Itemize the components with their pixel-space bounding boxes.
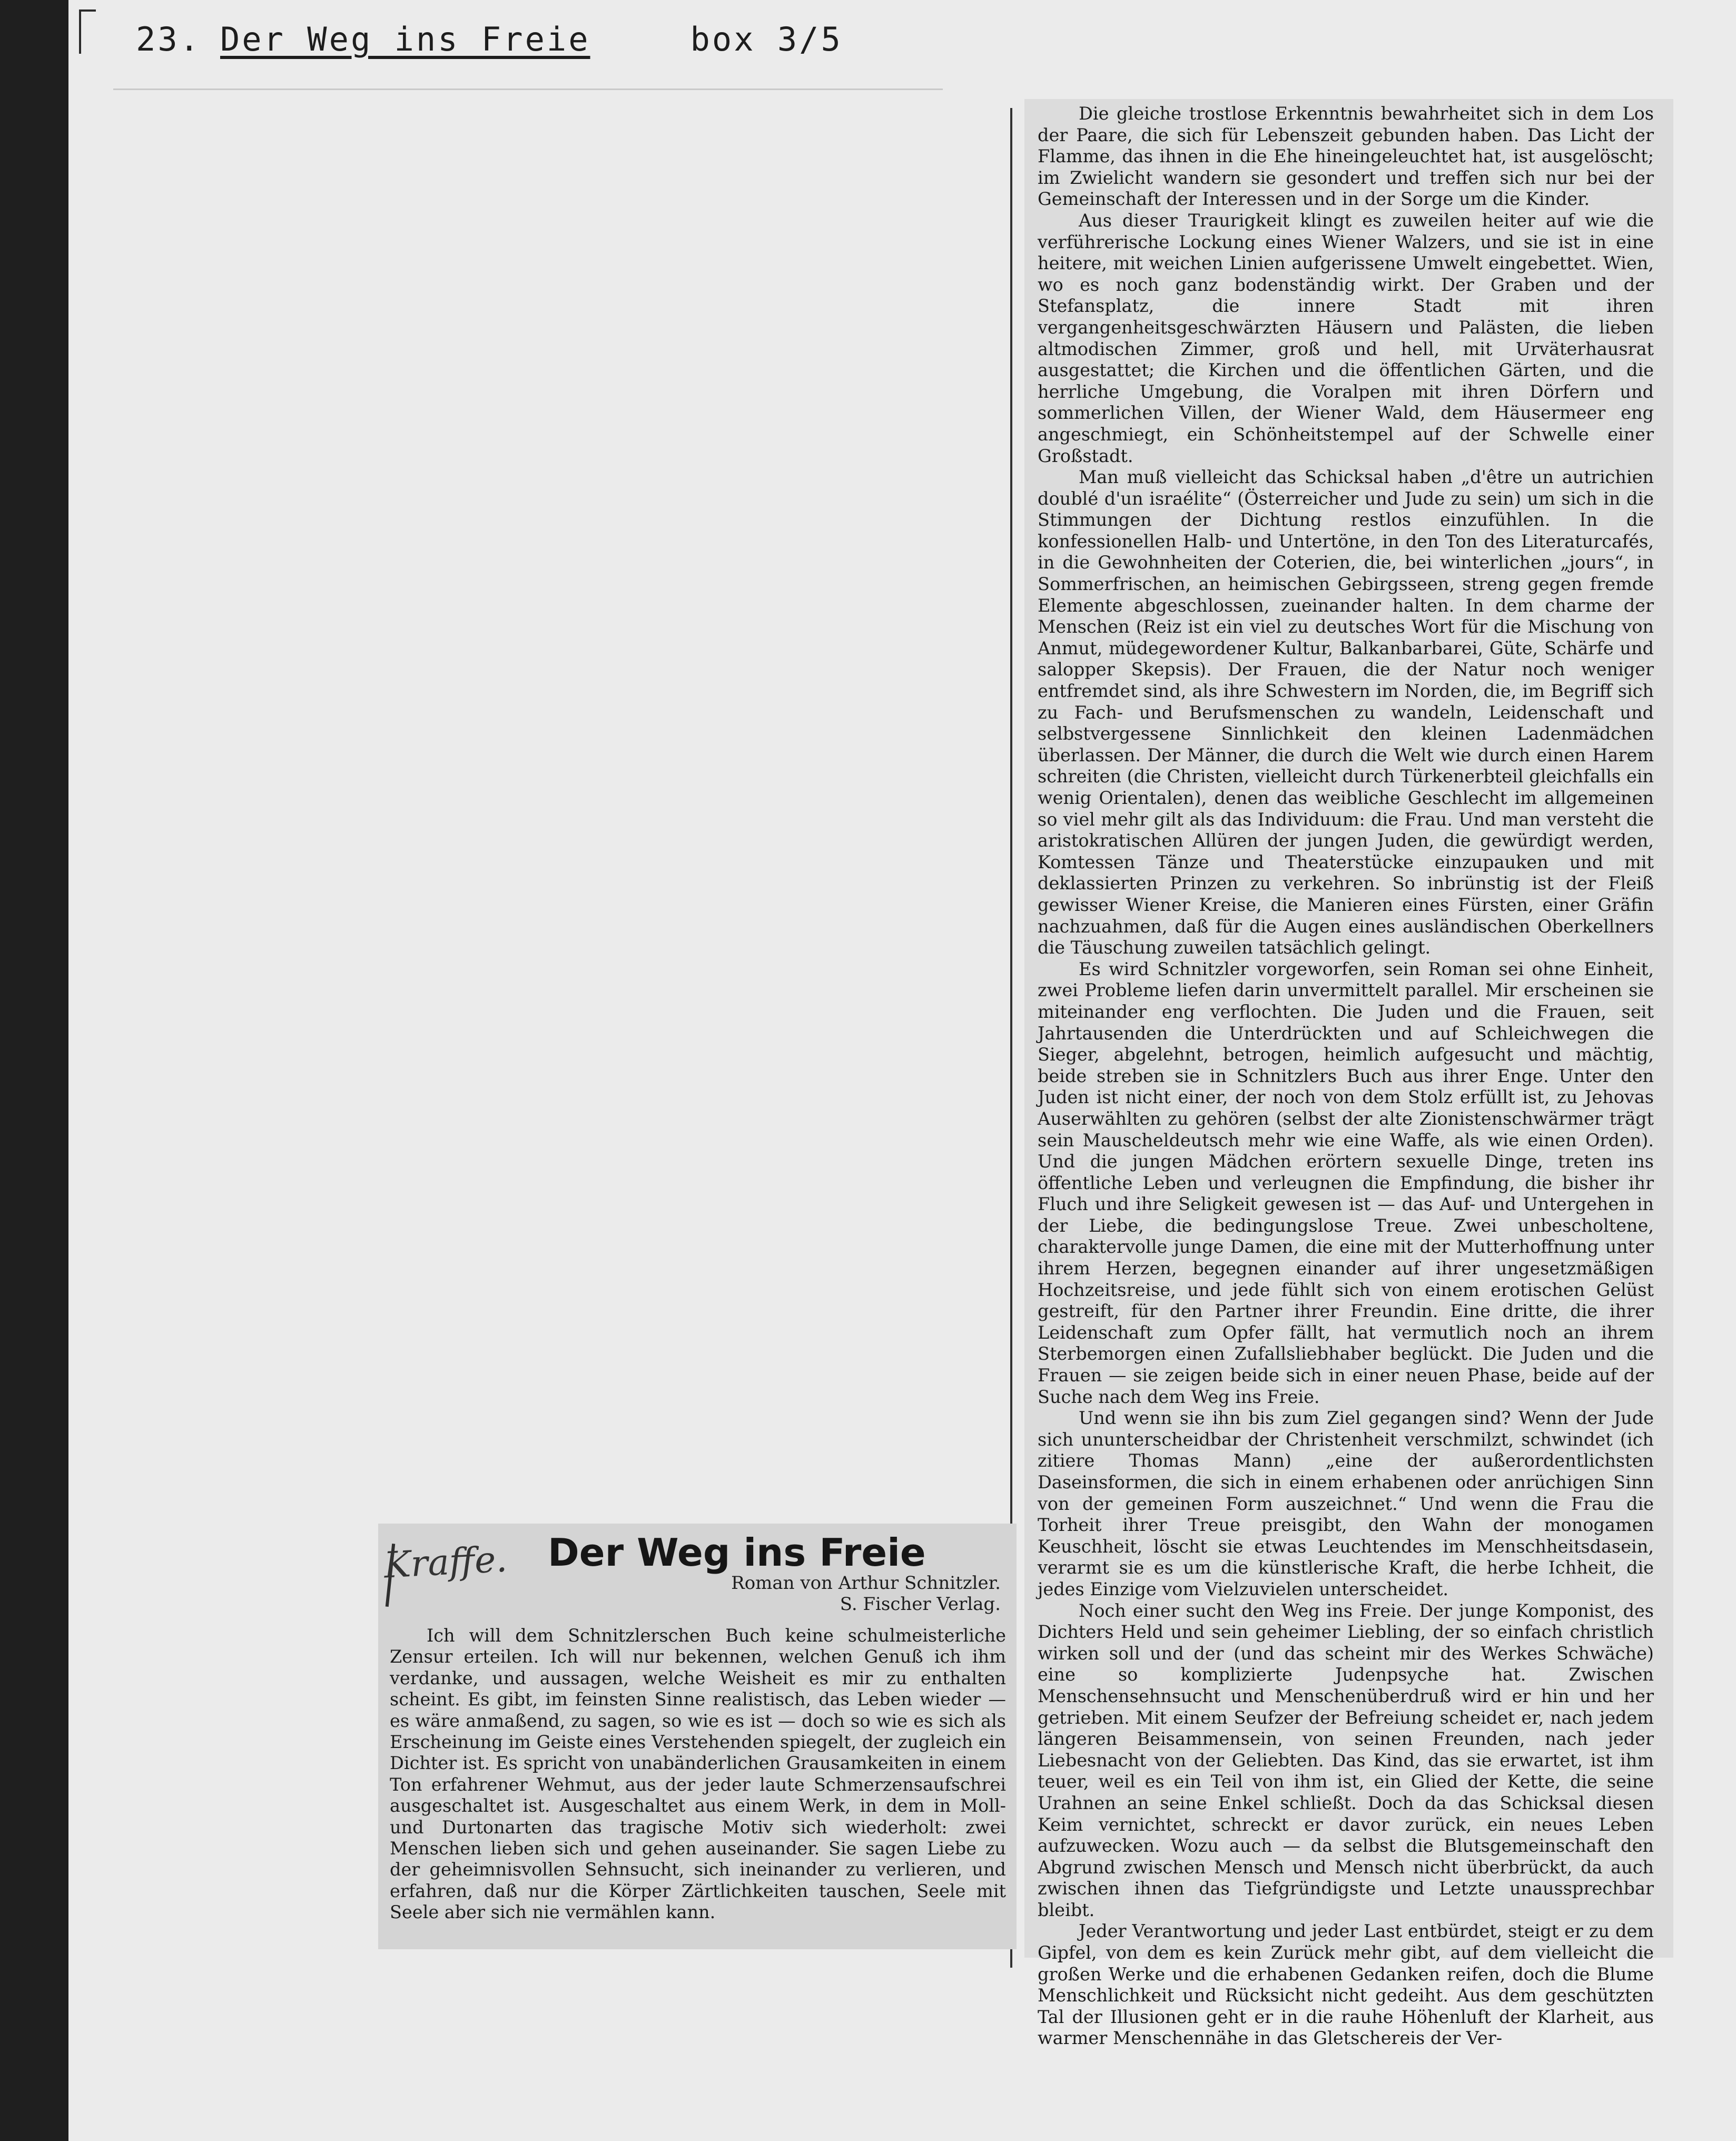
archive-header: [136, 20, 843, 58]
folder-title: Der Weg ins Freie: [220, 20, 590, 58]
paragraph: Es wird Schnitzler vorgeworfen, sein Roman sei ohne Einheit, zwei Probleme liefen darin unvermittelt parallel. Mir erscheinen sie miteinander eng verflochten. Die Juden und die Frauen, seit Jahrtausenden die Unterdrückten und auf Schleichwegen die Sieger, abgelehnt, betrogen, heimlich aufgesucht und mächtig, beide streben sie in Schnitzlers Buch aus ihrer Enge. Unter den Juden ist nicht einer, der noch von dem Stolz erfüllt ist, zu Jehovas Auserwählten zu gehören (selbst der alte Zionistenschwärmer trägt sein Mauscheldeutsch mehr wie eine Waffe, als wie einen Orden). Und die jungen Mädchen erörtern sexuelle Dinge, treten ins öffentliche Leben und verleugnen die Empfindung, die bisher ihr Fluch und ihre Seligkeit gewesen ist — das Auf- und Untergehen in der Liebe, die bedingungslose Treue. Zwei unbescholtene, charaktervolle junge Damen, die eine mit der Mutterhoffnung unter ihrem Herzen, begegnen einander auf ihrer ungesetzmäßigen Hochzeitsreise, und jede fühlt sich von einem erotischen Gelüst gestreift, für den Partner ihrer Freundin. Eine dritte, die ihrer Leidenschaft zum Opfer fällt, hat vermutlich noch an ihrem Sterbemorgen einen Zufallsliebhaber beglückt. Die Juden und die Frauen — sie zeigen beide sich in einer neuen Phase, beide auf der Suche nach dem Weg ins Freie.: [1038, 958, 1654, 1407]
paragraph: Aus dieser Traurigkeit klingt es zuweilen heiter auf wie die verführerische Lockung eines Wiener Walzers, und sie ist in eine heitere, mit weichen Linien aufgerissene Umwelt eingebettet. Wien, wo es noch ganz bodenständig wirkt. Der Graben und der Stefansplatz, die innere Stadt mit ihren vergangenheitsgeschwärzten Häusern und Palästen, die lieben altmodischen Zimmer, groß und hell, mit Urväterhausrat ausgestattet; die Kirchen und die öffentlichen Gärten, und die herrliche Umgebung, die Voralpen mit ihren Dörfern und sommerlichen Villen, der Wiener Wald, dem Häusermeer eng angeschmiegt, ein Schönheitstempel auf der Schwelle einer Großstadt.: [1038, 210, 1654, 466]
paragraph: Jeder Verantwortung und jeder Last entbürdet, steigt er zu dem Gipfel, von dem es kein Zurück mehr gibt, auf dem vielleicht die großen Werke und die erhabenen Gedanken reifen, doch die Blume Menschlichkeit und Rücksicht nicht gedeiht. Aus dem geschützten Tal der Illusionen geht er in die rauhe Höhenluft der Klarheit, aus warmer Menschennähe in das Gletschereis der Ver-: [1038, 1921, 1654, 2049]
header-rule: [113, 89, 943, 90]
box-label: box 3/5: [690, 20, 843, 58]
clipping-left-column: [390, 1625, 1006, 1923]
byline-publisher: S. Fischer Verlag.: [840, 1594, 1001, 1615]
folder-number: 23.: [136, 20, 201, 58]
paragraph: Und wenn sie ihn bis zum Ziel gegangen sind? Wenn der Jude sich ununterscheidbar der Christenheit verschmilzt, schwindet (ich zitiere Thomas Mann) „eine der außerordentlichsten Daseinsformen, die sich in einem erhabenen oder anrüchigen Sinn von der gemeinen Form auszeichnet.“ Und wenn die Frau die Torheit ihrer Treue preisgibt, den Wahn der monogamen Keuschheit, löscht sie etwas Leuchtendes im Menschheitsdasein, verarmt sie es um die künstlerische Kraft, die herbe Ichheit, die jedes Einzige vom Vielzuvielen unterscheidet.: [1038, 1408, 1654, 1599]
paragraph: Man muß vielleicht das Schicksal haben „d'être un autrichien doublé d'un israélite“ (Österreicher und Jude zu sein) um sich in die Stimmungen der Dichtung restlos einzufühlen. In die konfessionellen Halb- und Untertöne, in den Ton des Literaturcafés, in die Gewohnheiten der Coterien, die, bei winterlichen „jours“, in Sommerfrischen, an heimischen Gebirgsseen, streng gegen fremde Elemente abgeschlossen, zueinander halten. In dem charme der Menschen (Reiz ist ein viel zu deutsches Wort für die Mischung von Anmut, müdegewordener Kultur, Balkanbarbarei, Güte, Schärfe und salopper Skepsis). Der Frauen, die der Natur noch weniger entfremdet sind, als ihre Schwestern im Norden, die, im Begriff sich zu Fach- und Berufsmenschen zu wandeln, Leidenschaft und selbstvergessene Sinnlichkeit den kleinen Ladenmädchen überlassen. Der Männer, die durch die Welt wie durch einen Harem schreiten (die Christen, vielleicht durch Türkenerbteil gleichfalls ein wenig Orientalen), denen das weibliche Geschlecht im allgemeinen so viel mehr gilt als das Individuum: die Frau. Und man versteht die aristokratischen Allüren der jungen Juden, die gewürdigt werden, Komtessen Tänze und Theaterstücke einzupauken und mit deklassierten Prinzen zu verkehren. So inbrünstig ist der Fleiß gewisser Wiener Kreise, die Manieren eines Fürsten, einer Gräfin nachzuahmen, daß für die Augen eines ausländischen Oberkellners die Täuschung zuweilen tatsächlich gelingt.: [1038, 467, 1654, 958]
paragraph: Ich will dem Schnitzlerschen Buch keine schulmeisterliche Zensur erteilen. Ich will nur bekennen, welchen Genuß ich ihm verdanke, und aussagen, welche Weisheit es mir zu enthalten scheint. Es gibt, im feinsten Sinne realistisch, das Leben wieder — es wäre anmaßend, zu sagen, so wie es ist — doch so wie es sich als Erscheinung im Geiste eines Verstehenden spiegelt, der zugleich ein Dichter ist. Es spricht von unabänderlichen Grausamkeiten in einem Ton erfahrener Wehmut, aus der jeder laute Schmerzensaufschrei ausgeschaltet ist. Ausgeschaltet aus einem Werk, in dem in Moll- und Durtonarten das tragische Motiv sich wiederholt: zwei Menschen lieben sich und gehen auseinander. Sie sagen Liebe zu der geheimnisvollen Sehnsucht, sich ineinander zu verlieren, und erfahren, daß nur die Körper Zärtlichkeiten tauschen, Seele mit Seele aber sich nie vermählen kann.: [390, 1625, 1006, 1923]
paragraph: Die gleiche trostlose Erkenntnis bewahrheitet sich in dem Los der Paare, die sich für Lebenszeit gebunden haben. Das Licht der Flamme, das ihnen in die Ehe hineingeleuchtet hat, ist ausgelöscht; im Zwielicht wandern sie gesondert und treffen sich nur bei der Gemeinschaft der Interessen und in der Sorge um die Kinder.: [1038, 103, 1654, 210]
byline-author: Roman von Arthur Schnitzler.: [731, 1573, 1001, 1594]
paragraph: Noch einer sucht den Weg ins Freie. Der junge Komponist, des Dichters Held und sein geheimer Liebling, der so einfach christlich wirken soll und der (und das scheint mir des Werkes Schwäche) eine so komplizierte Judenpsyche hat. Zwischen Menschensehnsucht und Menschenüberdruß wird er hin und her getrieben. Mit einem Seufzer der Befreiung scheidet er, nach jedem längeren Beisammensein, von seinen Freunden, nach jeder Liebesnacht von der Geliebten. Das Kind, das sie erwartet, ist ihm teuer, weil es ein Teil von ihm ist, ein Glied der Kette, die seine Urahnen an seine Enkel schließt. Doch da das Schicksal diesen Keim vernichtet, schreckt er davor zurück, ein neues Leben aufzuwecken. Wozu auch — da selbst die Blutsgemeinschaft den Abgrund zwischen Mensch und Mensch nicht überbrückt, da auch zwischen ihnen das Tiefgründigste und Letzte unaussprechbar bleibt.: [1038, 1600, 1654, 1920]
corner-mark: [79, 9, 96, 54]
article-byline: [727, 1573, 1001, 1615]
handwritten-note: Kraffe.: [383, 1538, 508, 1587]
article-title: Der Weg ins Freie: [548, 1530, 926, 1575]
clipping-right-column: [1038, 103, 1654, 2049]
